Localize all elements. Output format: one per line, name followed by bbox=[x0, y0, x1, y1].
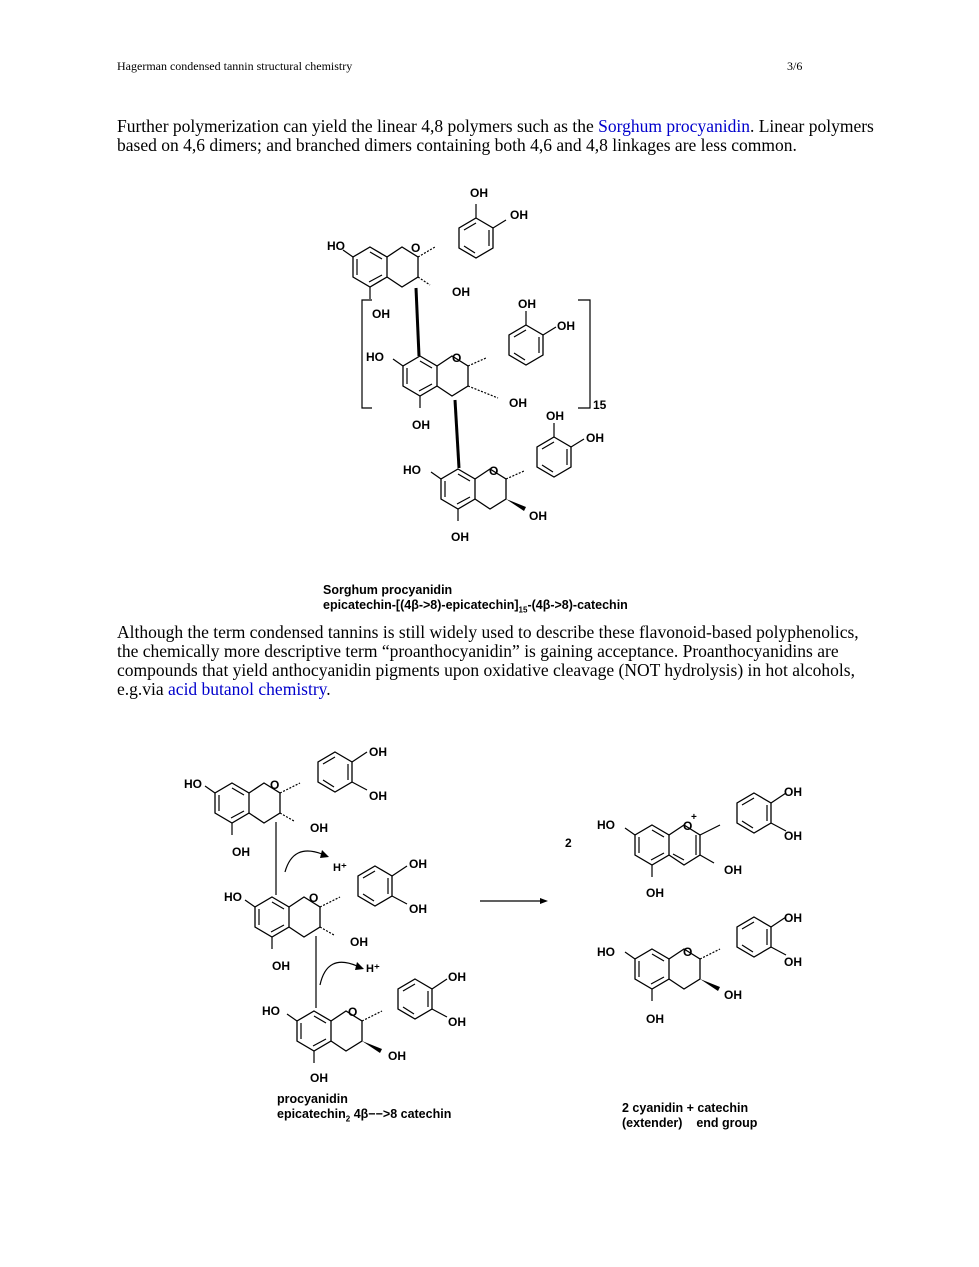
svg-text:OH: OH bbox=[470, 186, 488, 200]
svg-text:OH: OH bbox=[372, 307, 390, 321]
sorghum-procyanidin-link[interactable]: Sorghum procyanidin bbox=[598, 116, 750, 136]
page-number: 3/6 bbox=[787, 59, 803, 73]
svg-text:OH: OH bbox=[784, 785, 802, 799]
svg-text:O: O bbox=[683, 819, 693, 833]
para2-text-b: . bbox=[326, 679, 331, 699]
svg-text:OH: OH bbox=[510, 208, 528, 222]
positive-charge: + bbox=[691, 812, 697, 823]
svg-text:OH: OH bbox=[518, 297, 536, 311]
svg-text:HO: HO bbox=[366, 350, 384, 364]
svg-text:HO: HO bbox=[403, 463, 421, 477]
svg-text:O: O bbox=[309, 891, 319, 905]
svg-text:O: O bbox=[411, 241, 421, 255]
svg-text:HO: HO bbox=[224, 890, 242, 904]
reaction-arrow bbox=[480, 898, 548, 904]
svg-text:OH: OH bbox=[412, 418, 430, 432]
svg-text:HO: HO bbox=[597, 945, 615, 959]
svg-text:OH: OH bbox=[310, 1071, 328, 1085]
svg-text:OH: OH bbox=[586, 431, 604, 445]
svg-text:OH: OH bbox=[784, 955, 802, 969]
figure2-right-caption-line1: 2 cyanidin + catechin bbox=[622, 1101, 749, 1115]
para1-text-b: . Linear polymers based on 4,6 dimers; and branched dimers containing both 4,6 and 4,8 linkages are less common. bbox=[117, 116, 874, 155]
figure1-caption-line2: epicatechin-$[(4\beta->8)-epicatechin]_{15}-(4\beta->8)$-catechin bbox=[323, 598, 628, 615]
svg-text:OH: OH bbox=[646, 1012, 664, 1026]
svg-text:OH: OH bbox=[350, 935, 368, 949]
svg-text:OH: OH bbox=[272, 959, 290, 973]
svg-text:OH: OH bbox=[529, 509, 547, 523]
svg-text:OH: OH bbox=[448, 1015, 466, 1029]
proton-label-2: H⁺ bbox=[366, 963, 380, 975]
svg-text:OH: OH bbox=[546, 409, 564, 423]
svg-text:O: O bbox=[683, 945, 693, 959]
svg-text:O: O bbox=[452, 351, 462, 365]
svg-text:OH: OH bbox=[557, 319, 575, 333]
svg-text:O: O bbox=[489, 464, 499, 478]
para1-text-a: Further polymerization can yield the linear 4,8 polymers such as the bbox=[117, 116, 599, 136]
figure1-caption bbox=[323, 583, 628, 618]
svg-text:O: O bbox=[348, 1005, 358, 1019]
svg-text:OH: OH bbox=[388, 1049, 406, 1063]
svg-text:HO: HO bbox=[262, 1004, 280, 1018]
label-ho: HO bbox=[327, 239, 345, 253]
svg-text:OH: OH bbox=[509, 396, 527, 410]
figure2-left-caption bbox=[277, 1092, 451, 1127]
proton-label-1: H⁺ bbox=[333, 862, 347, 874]
figure2-right-caption bbox=[622, 1101, 757, 1131]
svg-text:OH: OH bbox=[784, 911, 802, 925]
svg-text:OH: OH bbox=[232, 845, 250, 859]
svg-text:OH: OH bbox=[409, 857, 427, 871]
svg-text:OH: OH bbox=[448, 970, 466, 984]
svg-text:OH: OH bbox=[310, 821, 328, 835]
figure2-left-caption-line2: epicatechin$_2$ 4β−−>8 catechin bbox=[277, 1107, 452, 1124]
svg-text:OH: OH bbox=[724, 988, 742, 1002]
svg-text:HO: HO bbox=[597, 818, 615, 832]
acid-butanol-link[interactable]: acid butanol chemistry bbox=[168, 679, 327, 699]
figure2-right-caption-line2: (extender) end group bbox=[622, 1116, 758, 1130]
svg-text:OH: OH bbox=[784, 829, 802, 843]
svg-text:HO: HO bbox=[184, 777, 202, 791]
paragraph-proanthocyanidin bbox=[117, 623, 877, 699]
svg-text:OH: OH bbox=[369, 789, 387, 803]
para2-text-a: Although the term condensed tannins is still widely used to describe these flavonoid-based polyphenolics, the chemically more descriptive term “proanthocyanidin” is gaining acceptance. Proanthocyanidins are compounds that yield anthocyanidin pigments upon oxidative cleavage (NOT hydrolysis) in hot alcohols, e.g.via bbox=[117, 622, 859, 699]
procyanidin-trimer-structure bbox=[184, 745, 466, 1085]
svg-text:OH: OH bbox=[451, 530, 469, 544]
svg-text:OH: OH bbox=[409, 902, 427, 916]
svg-text:OH: OH bbox=[646, 886, 664, 900]
cyanidin-structure bbox=[597, 785, 802, 900]
svg-text:OH: OH bbox=[369, 745, 387, 759]
repeat-count: 15 bbox=[593, 398, 607, 412]
catechin-structure bbox=[597, 911, 802, 1026]
svg-text:O: O bbox=[270, 778, 280, 792]
svg-text:OH: OH bbox=[452, 285, 470, 299]
figure1-caption-line1: Sorghum procyanidin bbox=[323, 583, 453, 597]
sorghum-procyanidin-structure bbox=[327, 186, 607, 544]
svg-text:OH: OH bbox=[724, 863, 742, 877]
figure2-left-caption-line1: procyanidin bbox=[277, 1092, 348, 1106]
stoichiometric-coefficient: 2 bbox=[565, 836, 572, 850]
running-header-title: Hagerman condensed tannin structural chemistry bbox=[117, 59, 353, 73]
